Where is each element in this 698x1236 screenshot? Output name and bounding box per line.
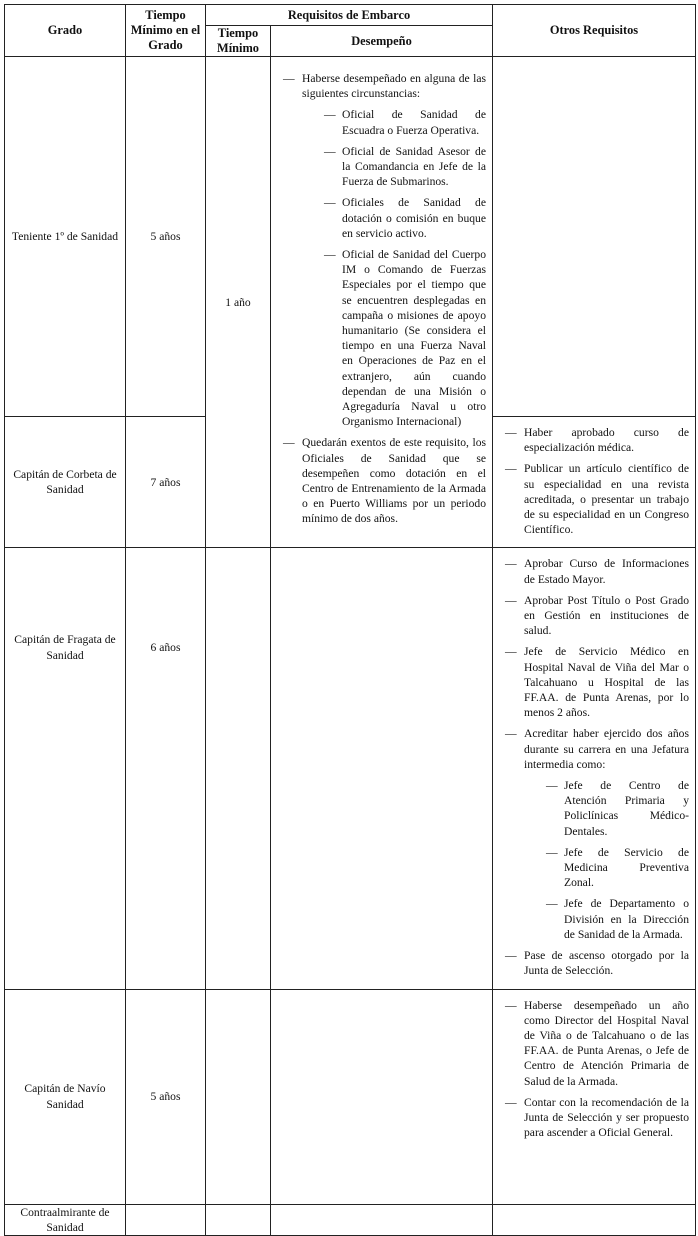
list-item: — Haberse desempeñado en alguna de las siguientes circunstancias: — Oficial de Sanidad de Escuadra o Fuerza Operativa. — Oficial de Sanidad Asesor de la Comandancia en Jefe de la Fuerza de Submarinos. — Oficiales de Sanidad de dotación o comisión en buque en servicio activo. — Oficial de Sanidad del Cuerpo IM o Comando de Fuerzas Especiales por el tiempo que se encuentren desplegadas en campaña o misiones de apoyo humanitario (Se considera el tiempo en una Fuerza Naval en Operaciones de Paz en el extranjero, aún cuando dependan de una Misión o Agregaduría Naval u otro Organismo Internacional) xyxy=(278,71,486,429)
list-item: — Pase de ascenso otorgado por la Junta de Selección. xyxy=(500,948,689,978)
grado-cell: Capitán de Navío Sanidad xyxy=(5,989,126,1204)
list-item: — Jefe de Servicio Médico en Hospital Naval de Viña del Mar o Talcahuano u Hospital de las FF.AA. de Punta Arenas, por lo menos 2 años. xyxy=(500,644,689,720)
tiempo-cell xyxy=(126,1204,206,1235)
otros-cell xyxy=(493,57,696,417)
embarco-tiempo-cell xyxy=(206,989,271,1204)
otros-cell xyxy=(493,417,696,548)
desempeno-cell xyxy=(271,1204,493,1235)
desempeno-cell xyxy=(271,548,493,989)
list-item: — Jefe de Servicio de Medicina Preventiva Zonal. xyxy=(524,845,689,891)
embarco-tiempo-cell xyxy=(206,1204,271,1235)
list-item: — Jefe de Departamento o División en la Dirección de Sanidad de la Armada. xyxy=(524,896,689,942)
header-requisitos-embarco: Requisitos de Embarco xyxy=(206,5,493,26)
list-item: — Haber aprobado curso de especialización médica. xyxy=(500,425,689,455)
header-desempeno: Desempeño xyxy=(271,26,493,57)
header-tiempo-grado: Tiempo Mínimo en el Grado xyxy=(126,5,206,57)
list-item: — Oficiales de Sanidad de dotación o comisión en buque en servicio activo. xyxy=(302,195,486,241)
list-item: — Haberse desempeñado un año como Director del Hospital Naval de Viña o de Talcahuano o de las FF.AA. de Punta Arenas, o Jefe de Centro de Atención Primaria de Salud de la Armada. xyxy=(500,998,689,1089)
otros-cell xyxy=(493,1204,696,1235)
header-otros: Otros Requisitos xyxy=(493,5,696,57)
grado-cell: Capitán de Corbeta de Sanidad xyxy=(5,417,126,548)
list-item: — Aprobar Curso de Informaciones de Estado Mayor. xyxy=(500,556,689,586)
list-item: — Oficial de Sanidad Asesor de la Comandancia en Jefe de la Fuerza de Submarinos. xyxy=(302,144,486,190)
list-item: — Publicar un artículo científico de su especialidad en una revista acreditada, o presentar un trabajo de su especialidad en un Congreso Científico. xyxy=(500,461,689,537)
list-item: — Contar con la recomendación de la Junta de Selección y ser propuesto para ascender a Oficial General. xyxy=(500,1095,689,1141)
list-item: — Quedarán exentos de este requisito, los Oficiales de Sanidad que se desempeñen como dotación en el Centro de Entrenamiento de la Armada o en Puerto Williams por un periodo mínimo de dos años. xyxy=(278,435,486,526)
list-item: — Jefe de Centro de Atención Primaria y Policlínicas Médico-Dentales. xyxy=(524,778,689,839)
tiempo-cell: 7 años xyxy=(126,417,206,548)
tiempo-cell: 5 años xyxy=(126,989,206,1204)
list-item: — Oficial de Sanidad del Cuerpo IM o Comando de Fuerzas Especiales por el tiempo que se encuentren desplegadas en campaña o misiones de apoyo humanitario (Se considera el tiempo en una Fuerza Naval en Operaciones de Paz en el extranjero, aún cuando dependan de una Misión o Agregaduría Naval u otro Organismo Internacional) xyxy=(302,247,486,429)
tiempo-cell: 6 años xyxy=(126,548,206,989)
otros-cell xyxy=(493,548,696,989)
otros-cell xyxy=(493,989,696,1204)
embarco-tiempo-cell: 1 año xyxy=(206,57,271,548)
header-grado: Grado xyxy=(5,5,126,57)
embarco-tiempo-cell xyxy=(206,548,271,989)
header-tiempo-minimo: Tiempo Mínimo xyxy=(206,26,271,57)
desempeno-cell xyxy=(271,57,493,548)
grado-cell: Teniente 1º de Sanidad xyxy=(5,57,126,417)
desempeno-cell xyxy=(271,989,493,1204)
grado-cell: Capitán de Fragata de Sanidad xyxy=(5,548,126,989)
requirements-table xyxy=(4,4,696,1236)
grado-cell: Contraalmirante de Sanidad xyxy=(5,1204,126,1235)
list-item: — Acreditar haber ejercido dos años durante su carrera en una Jefatura intermedia como: — Jefe de Centro de Atención Primaria y Policlínicas Médico-Dentales. — Jefe de Servicio de Medicina Preventiva Zonal. — Jefe de Departamento o División en la Dirección de Sanidad de la Armada. xyxy=(500,726,689,942)
list-item: — Aprobar Post Título o Post Grado en Gestión en instituciones de salud. xyxy=(500,593,689,639)
tiempo-cell: 5 años xyxy=(126,57,206,417)
list-item: — Oficial de Sanidad de Escuadra o Fuerza Operativa. xyxy=(302,107,486,137)
